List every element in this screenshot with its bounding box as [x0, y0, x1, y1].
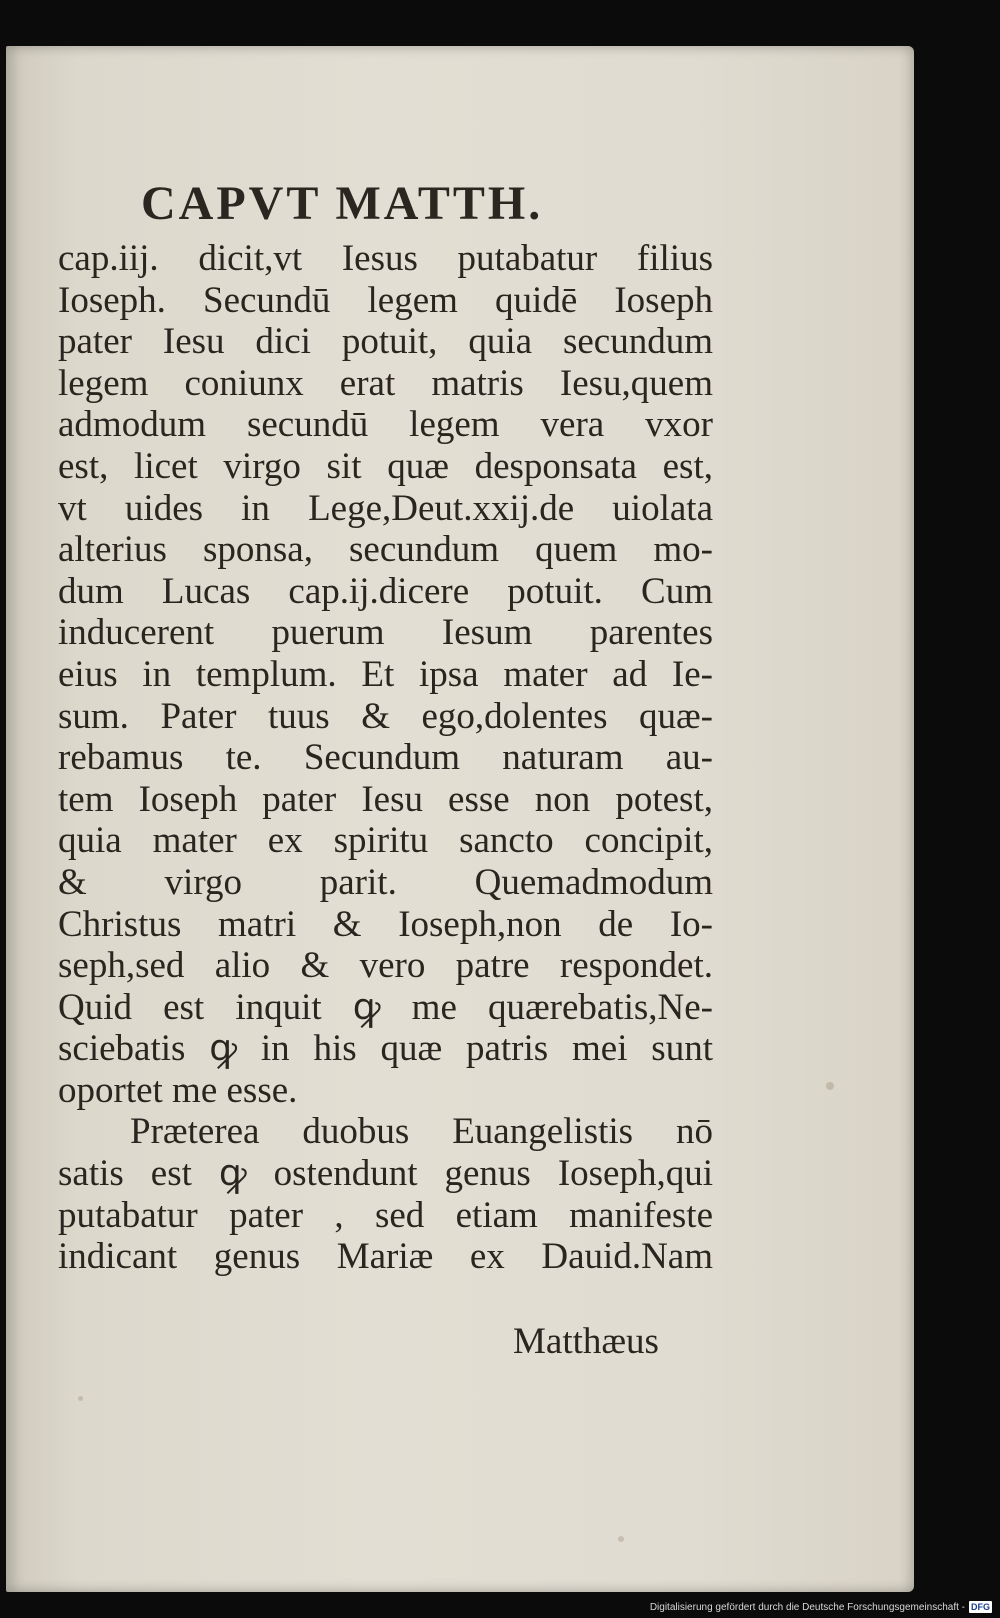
text-line: admodum secundū legem vera vxor — [58, 404, 713, 446]
book-page — [6, 46, 914, 1592]
text-line: seph,sed alio & vero patre respondet. — [58, 945, 713, 987]
text-line: Christus matri & Ioseph,non de Io- — [58, 903, 713, 945]
paper-stain — [826, 1082, 834, 1090]
text-line: Quid est inquit ꝙ me quærebatis,Ne- — [58, 986, 713, 1028]
catchword: Matthæus — [513, 1321, 659, 1362]
text-line: & virgo parit. Quemadmodum — [58, 861, 713, 903]
text-line: sciebatis ꝙ in his quæ patris mei sunt — [58, 1028, 713, 1070]
text-line: sum. Pater tuus & ego,dolentes quæ- — [58, 695, 713, 737]
text-line: vt uides in Lege,Deut.xxij.de uiolata — [58, 487, 713, 529]
paper-stain — [618, 1536, 624, 1542]
text-line: Ioseph. Secundū legem quidē Ioseph — [58, 279, 713, 321]
paper-stain — [78, 1396, 83, 1401]
text-line: oportet me esse. — [58, 1069, 298, 1111]
footer-credit: Digitalisierung gefördert durch die Deutsche Forschungsgemeinschaft - — [649, 1601, 965, 1613]
running-head: CAPVT MATTH. — [141, 177, 544, 230]
text-line: rebamus te. Secundum naturam au- — [58, 737, 713, 779]
text-line: indicant genus Mariæ ex Dauid.Nam — [58, 1236, 713, 1278]
body-text — [58, 238, 713, 1278]
digitization-footer — [650, 1599, 992, 1615]
text-line: Præterea duobus Euangelistis nō — [130, 1111, 713, 1153]
text-line: pater Iesu dici potuit, quia secundum — [58, 321, 713, 363]
text-line: eius in templum. Et ipsa mater ad Ie- — [58, 653, 713, 695]
text-line: putabatur pater , sed etiam manifeste — [58, 1194, 713, 1236]
text-line: satis est ꝙ ostendunt genus Ioseph,qui — [58, 1153, 713, 1195]
dfg-logo-icon: DFG — [971, 1602, 990, 1612]
text-line: dum Lucas cap.ij.dicere potuit. Cum — [58, 570, 713, 612]
text-line: cap.iij. dicit,vt Iesus putabatur filius — [58, 238, 713, 279]
text-line: alterius sponsa, secundum quem mo- — [58, 529, 713, 571]
text-line: legem coniunx erat matris Iesu,quem — [58, 362, 713, 404]
text-line: tem Ioseph pater Iesu esse non potest, — [58, 778, 713, 820]
text-line: quia mater ex spiritu sancto concipit, — [58, 820, 713, 862]
text-line: est, licet virgo sit quæ desponsata est, — [58, 445, 713, 487]
text-line: inducerent puerum Iesum parentes — [58, 612, 713, 654]
